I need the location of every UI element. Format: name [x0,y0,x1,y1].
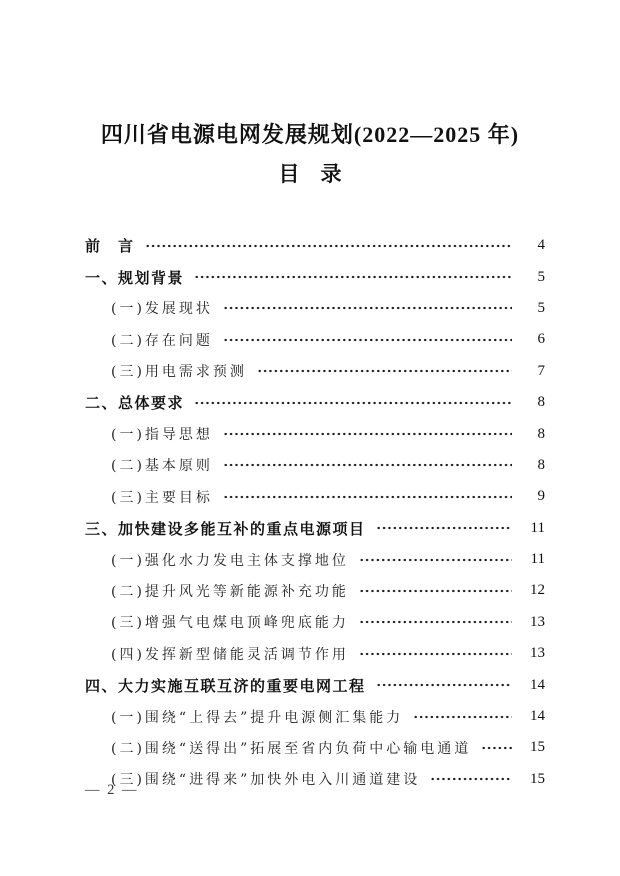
toc-entry-label: (二)基本原则 [111,458,213,475]
toc-entry-label: 一、规划背景 [85,269,185,287]
toc-entry-page: 14 [530,676,545,693]
toc-entry [85,575,545,606]
toc-entry [85,418,545,449]
toc-entry [85,261,545,292]
toc-entry [85,481,545,512]
toc-leader-dots [222,481,512,512]
toc-leader-dots [222,324,512,355]
toc-entry [85,638,545,669]
toc-entry-label: (四)发挥新型储能灵活调节作用 [111,646,349,663]
toc-entry-page: 8 [537,394,545,411]
toc-entry-page: 4 [537,237,545,254]
toc-leader-dots [193,261,512,292]
toc-entry [85,732,545,763]
toc-entry-page: 8 [537,456,545,473]
toc-entry [85,544,545,575]
toc-leader-dots [375,513,512,544]
toc-leader-dots [222,293,512,324]
toc-entry [85,324,545,355]
toc-entry-page: 15 [530,739,545,756]
toc-entry-page: 12 [530,582,545,599]
toc-entry-label: 二、总体要求 [85,395,185,413]
toc-entry-page: 15 [530,770,545,787]
document-title: 四川省电源电网发展规划(2022—2025 年) [100,122,520,147]
toc-entry-label: (二)围绕“送得出”拓展至省内负荷中心输电通道 [111,740,472,757]
toc-leader-dots [412,701,512,732]
toc-entry [85,607,545,638]
toc-entry-label: (三)围绕“进得来”加快外电入川通道建设 [111,772,421,789]
toc-entry-page: 14 [530,708,545,725]
toc-entry-page: 11 [530,519,545,536]
toc-entry-label: 三、加快建设多能互补的重点电源项目 [85,520,366,538]
toc-entry-label: 前 言 [85,238,135,256]
toc-entry-page: 8 [537,425,545,442]
toc-entry-page: 7 [537,362,545,379]
toc-entry-page: 5 [537,268,545,285]
toc-entry-label: (三)增强气电煤电顶峰兜底能力 [111,615,349,632]
toc-entry-label: (二)存在问题 [111,332,213,349]
toc-entry-page: 13 [530,645,545,662]
toc-entry [85,293,545,324]
toc-leader-dots [256,356,512,387]
toc-leader-dots [222,418,512,449]
toc-entry [85,230,545,261]
toc-entry [85,669,545,700]
toc-leader-dots [193,387,512,418]
toc-leader-dots [144,230,512,261]
toc-leader-dots [358,544,512,575]
toc-entry [85,356,545,387]
toc-entry-page: 13 [530,613,545,630]
toc-entry-page: 11 [530,551,545,568]
toc-list [85,230,545,795]
toc-heading: 目 录 [278,162,342,186]
toc-entry-page: 6 [537,331,545,348]
toc-entry-label: (三)主要目标 [111,489,213,506]
toc-leader-dots [358,575,512,606]
toc-leader-dots [429,764,512,795]
toc-entry-label: (一)围绕“上得去”提升电源侧汇集能力 [111,709,404,726]
toc-entry-label: (三)用电需求预测 [111,364,247,381]
page-number-footer: — 2 — [85,782,139,798]
toc-entry-page: 5 [537,299,545,316]
toc-leader-dots [358,607,512,638]
toc-entry [85,513,545,544]
toc-entry-label: (一)指导思想 [111,427,213,444]
toc-entry-label: (一)发展现状 [111,301,213,318]
toc-entry-label: 四、大力实施互联互济的重要电网工程 [85,677,366,695]
toc-entry [85,387,545,418]
toc-entry [85,450,545,481]
toc-leader-dots [480,732,512,763]
toc-leader-dots [358,638,512,669]
toc-entry-label: (二)提升风光等新能源补充功能 [111,583,349,600]
toc-leader-dots [222,450,512,481]
toc-entry-label: (一)强化水力发电主体支撑地位 [111,552,349,569]
toc-leader-dots [375,669,512,700]
toc-entry-page: 9 [537,488,545,505]
toc-entry [85,701,545,732]
toc-entry [85,764,545,795]
